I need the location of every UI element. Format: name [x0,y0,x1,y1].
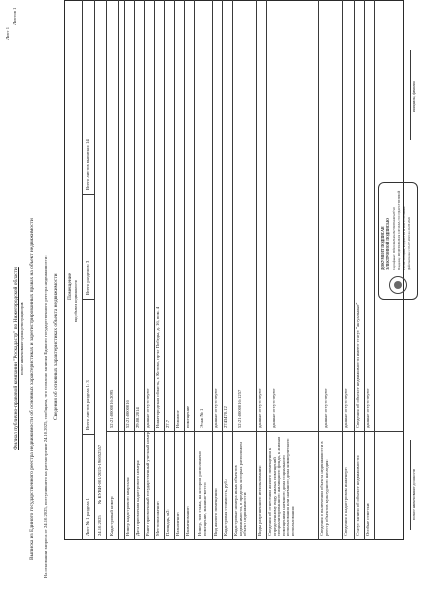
request-line: На основании запроса от 24.10.2025, поступившего на рассмотрение 24.10.2025, сообщаем, что согласно записям Единого государственного реестра недвижимости: [43,255,48,578]
total-lists: Всего листов выписки: 14 [85,139,90,190]
row-label: Вид жилого помещения: [213,488,218,536]
row-label: Статус записи об объекте недвижимости: [355,455,360,536]
row-label: Сведения о включении объекта недвижимости в реестр объектов культурного наследия: [319,441,329,536]
row-value: 52:21:0000016 [125,400,130,428]
row-label: Назначение: [175,511,180,536]
row-label: Сведения об отнесении жилого помещения к определенному виду жилых помещений специализированного жилищного фонда, к жилым помещениям наемного дома социального использования или наемного дома коммерческого использования: [267,436,295,536]
page-label: Лист 1 [5,26,10,40]
row-value: Сведения об объекте недвижимости имеют статус "актуальные" [355,302,360,428]
object-type-sub: вид объекта недвижимости [74,280,78,322]
stamp-line: Сертификат: 00fd3c4b29a0e28e70b05b2d65a9f7e0 [392,207,396,270]
row-value: Этаж № 1 [199,408,204,428]
row-label: Наименование: [185,506,190,536]
stamp-line: ДОКУМЕНТ ПОДПИСАН [381,226,385,270]
row-value: данные отсутствуют [213,388,218,428]
meta-number: № КУВИ-001/2025-196052557 [97,444,102,504]
row-value: 52:21:0000016:1257 [237,389,242,428]
row-label: Местоположение: [155,500,160,536]
stamp-line: ЭЛЕКТРОННОЙ ПОДПИСЬЮ [386,218,390,270]
row-value: данные отсутствуют [323,388,328,428]
cad-number-value: 52:21:0000016:2095 [109,389,114,428]
row-value: Нижегородская область, г. Кстово, пр-кт Победы, д. 16, пом. 4 [155,306,160,428]
stamp-line: РЕГИСТРАЦИИ, КАДАСТРА И КАРТОГРАФИИ [402,206,406,270]
row-label: Номер кадастрового квартала: [125,476,130,536]
footer-initials: инициалы, фамилия [412,81,416,112]
stamp-line: Владелец: ФЕДЕРАЛЬНАЯ СЛУЖБА ГОСУДАРСТВЕННОЙ [397,190,401,270]
row-label: Площадь, м2: [165,509,170,536]
row-label: Кадастровые номера иных объектов недвижимости, в пределах которых расположен объект недвижимости: [233,442,248,536]
row-label: Сведения о кадастровом инженере: [343,466,348,536]
row-value: данные отсутствуют [343,388,348,428]
document-title: Выписка из Единого государственного реестра недвижимости об основных характеристиках и зарегистрированных правах на объект недвижимости [29,218,35,560]
section-title: Сведения об основных характеристиках объекта недвижимости [53,273,59,420]
org-line: Филиал публично-правовой компании "Роскадастр" по Нижегородской области [13,267,19,450]
row-value: 29.08.2014 [135,407,140,428]
emblem-icon [389,276,407,294]
row-value: данные отсутствуют [257,388,262,428]
row-value: данные отсутствуют [145,388,150,428]
stamp-line: Действителен: с 03.07.2025 по 26.09.2026 [407,216,411,270]
row-value: Нежилое [175,410,180,428]
row-value: данные отсутствуют [365,388,370,428]
row-value: помещение [185,405,190,428]
row-label: Номер, тип этажа, на котором расположено помещение, машино-место: [197,451,207,536]
row-label: Ранее присвоенный государственный учетный номер: [145,430,150,536]
row-label: Дата присвоения кадастрового номера: [135,459,140,536]
meta-date: 24.10.2025 [97,515,102,536]
cad-number-label: Кадастровый номер: [109,495,114,536]
footer-position: полное наименование должности [412,468,416,520]
org-sub: полное наименование органа регистрации прав [20,302,24,375]
row-value: 27.7 [165,419,170,428]
object-type: Помещение [67,273,73,300]
row-label: Особые отметки: [365,502,370,536]
row-value: данные отсутствуют [271,388,276,428]
row-label: Кадастровая стоимость, руб.: [223,478,228,536]
page-of: Листов 1 [12,7,17,25]
section-total-lists: Всего листов раздела 1: 3 [85,380,90,430]
total-sections: Всего разделов: 3 [85,260,90,295]
section-list-label: Лист № 1 раздела 1 [85,498,90,536]
row-value: 2743470.12 [223,406,228,428]
row-label: Виды разрешенного использования: [257,465,262,536]
